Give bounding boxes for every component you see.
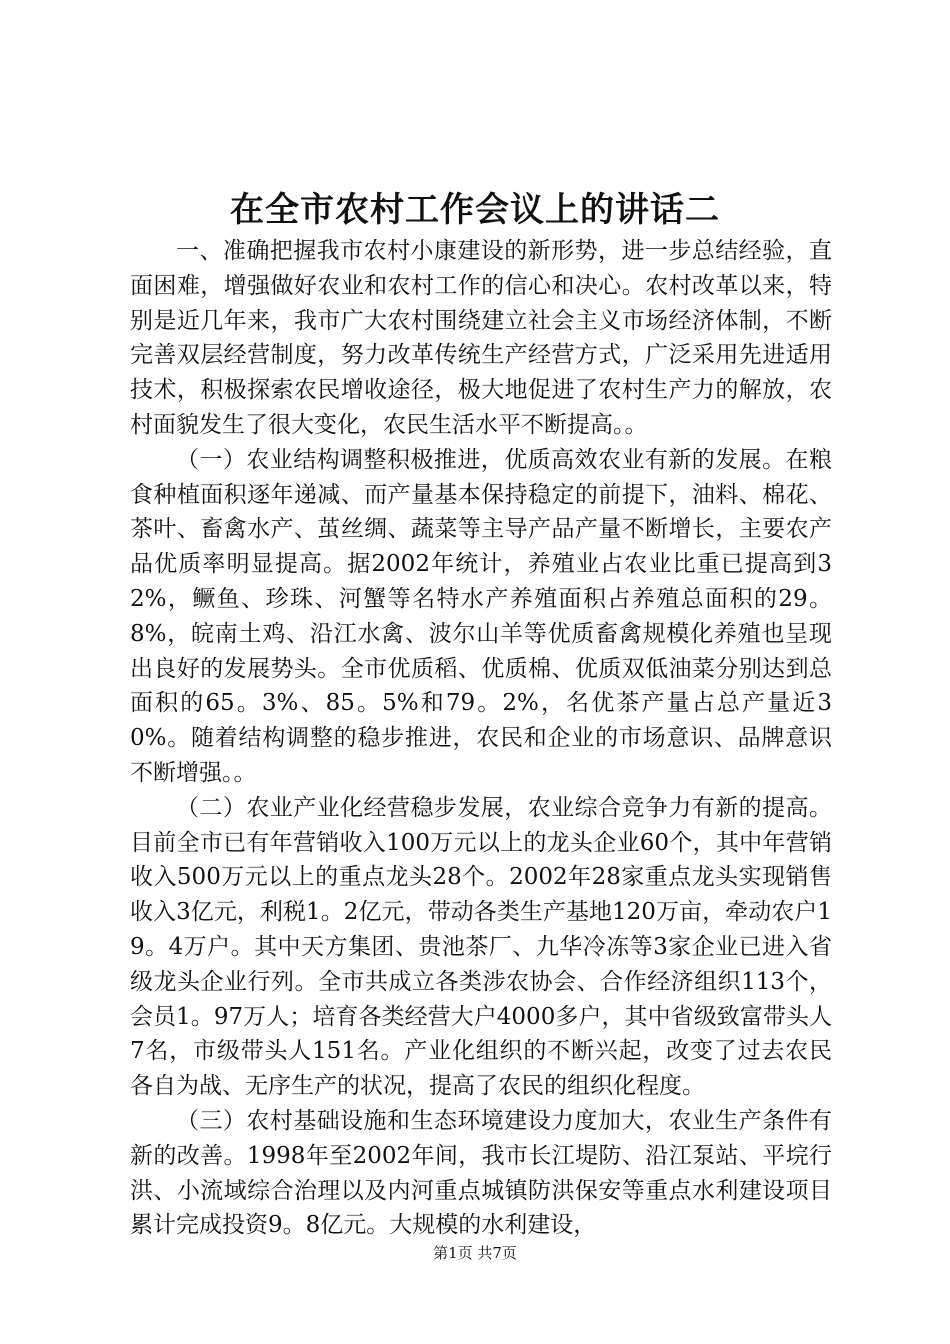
document-title: 在全市农村工作会议上的讲话二 (230, 190, 720, 230)
paragraph-subsection-two: （二）农业产业化经营稳步发展，农业综合竞争力有新的提高。目前全市已有年营销收入100万元以上的龙头企业60个，其中年营销收入500万元以上的重点龙头28个。2002年28家重点龙头实现销售收入3亿元，利税1。2亿元，带动各类生产基地120万亩，牵动农户19。4万户。其中天方集团、贵池茶厂、九华冷冻等3家企业已进入省级龙头企业行列。全市共成立各类涉农协会、合作经济组织113个，会员1。97万人；培育各类经营大户4000多户，其中省级致富带头人7名，市级带头人151名。产业化组织的不断兴起，改变了过去农民各自为战、无序生产的状况，提高了农民的组织化程度。 (130, 794, 832, 1100)
paragraph-subsection-three: （三）农村基础设施和生态环境建设力度加大，农业生产条件有新的改善。1998年至2002年间，我市长江堤防、沿江泵站、平垸行洪、小流域综合治理以及内河重点城镇防洪保安等重点水利建设项目累计完成投资9。8亿元。大规模的水利建设， (130, 1107, 832, 1239)
page-number-footer: 第1页 共7页 (433, 1244, 517, 1262)
document-body (130, 234, 832, 1243)
paragraph-subsection-one: （一）农业结构调整积极推进，优质高效农业有新的发展。在粮食种植面积逐年递减、而产量基本保持稳定的前提下，油料、棉花、茶叶、畜禽水产、茧丝绸、蔬菜等主导产品产量不断增长，主要农产品优质率明显提高。据2002年统计，养殖业占农业比重已提高到32%，鳜鱼、珍珠、河蟹等名特水产养殖面积占养殖总面积的29。8%，皖南土鸡、沿江水禽、波尔山羊等优质畜禽规模化养殖也呈现出良好的发展势头。全市优质稻、优质棉、优质双低油菜分别达到总面积的65。3%、85。5%和79。2%，名优茶产量占总产量近30%。随着结构调整的稳步推进，农民和企业的市场意识、品牌意识不断增强。。 (130, 446, 832, 786)
paragraph-section-one: 一、准确把握我市农村小康建设的新形势，进一步总结经验，直面困难，增强做好农业和农村工作的信心和决心。农村改革以来，特别是近几年来，我市广大农村围绕建立社会主义市场经济体制，不断完善双层经营制度，努力改革传统生产经营方式，广泛采用先进适用技术，积极探索农民增收途径，极大地促进了农村生产力的解放，农村面貌发生了很大变化，农民生活水平不断提高。。 (130, 238, 832, 438)
